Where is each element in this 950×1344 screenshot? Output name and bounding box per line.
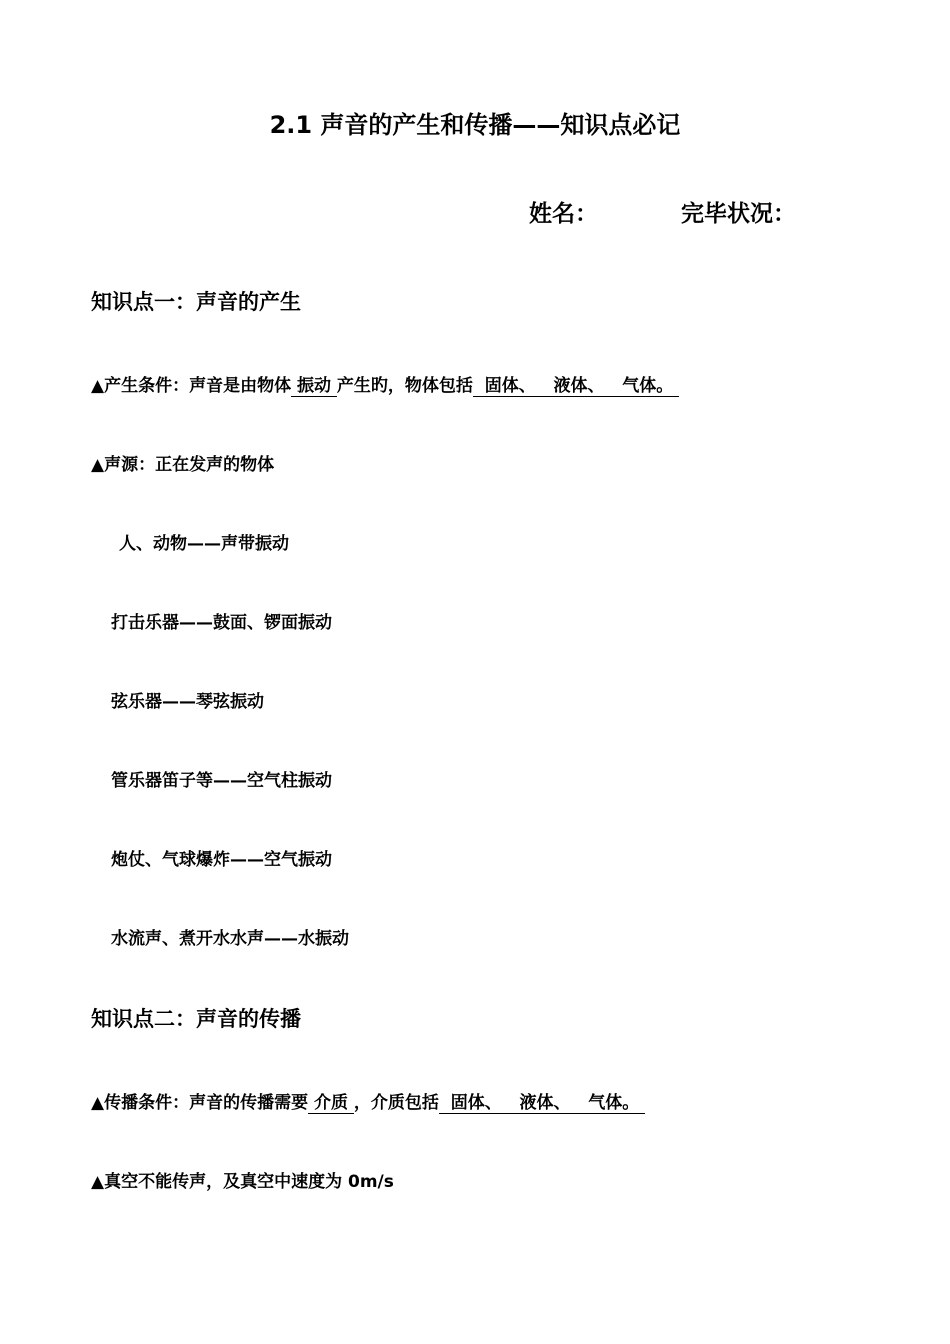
name-label: 姓名： [529,201,598,227]
example-item: 打击乐器——鼓面、锣面振动 [111,613,332,633]
production-condition-prefix: ▲产生条件：声音是由物体 [91,376,292,396]
example-item: 水流声、煮开水水声——水振动 [111,929,349,949]
production-condition [91,378,679,397]
document-title: 2.1 声音的产生和传播——知识点必记 [269,111,681,139]
production-condition-middle: 产生旳，物体包括 [336,376,473,396]
example-item: 管乐器笛子等——空气柱振动 [111,771,332,791]
production-blank-vibration: 振动 [291,376,337,396]
vacuum-statement: ▲真空不能传声，及真空中速度为 0m/s [91,1172,394,1192]
propagation-condition-prefix: ▲传播条件：声音的传播需要 [91,1093,309,1113]
example-item: 炮仗、气球爆炸——空气振动 [111,850,332,870]
propagation-condition [91,1095,645,1114]
example-item: 弦乐器——琴弦振动 [111,692,264,712]
example-item: 人、动物——声带振动 [119,534,289,554]
status-label: 完毕状况： [681,201,796,227]
sound-source-definition: ▲声源：正在发声的物体 [91,455,275,475]
propagation-blank-states: 固体、 液体、 气体。 [438,1093,646,1113]
production-blank-states: 固体、 液体、 气体。 [472,376,680,396]
section1-heading: 知识点一：声音的产生 [91,290,301,314]
propagation-blank-medium: 介质 [308,1093,354,1113]
section2-heading: 知识点二：声音的传播 [91,1007,301,1031]
propagation-condition-middle: ，介质包括 [353,1093,439,1113]
